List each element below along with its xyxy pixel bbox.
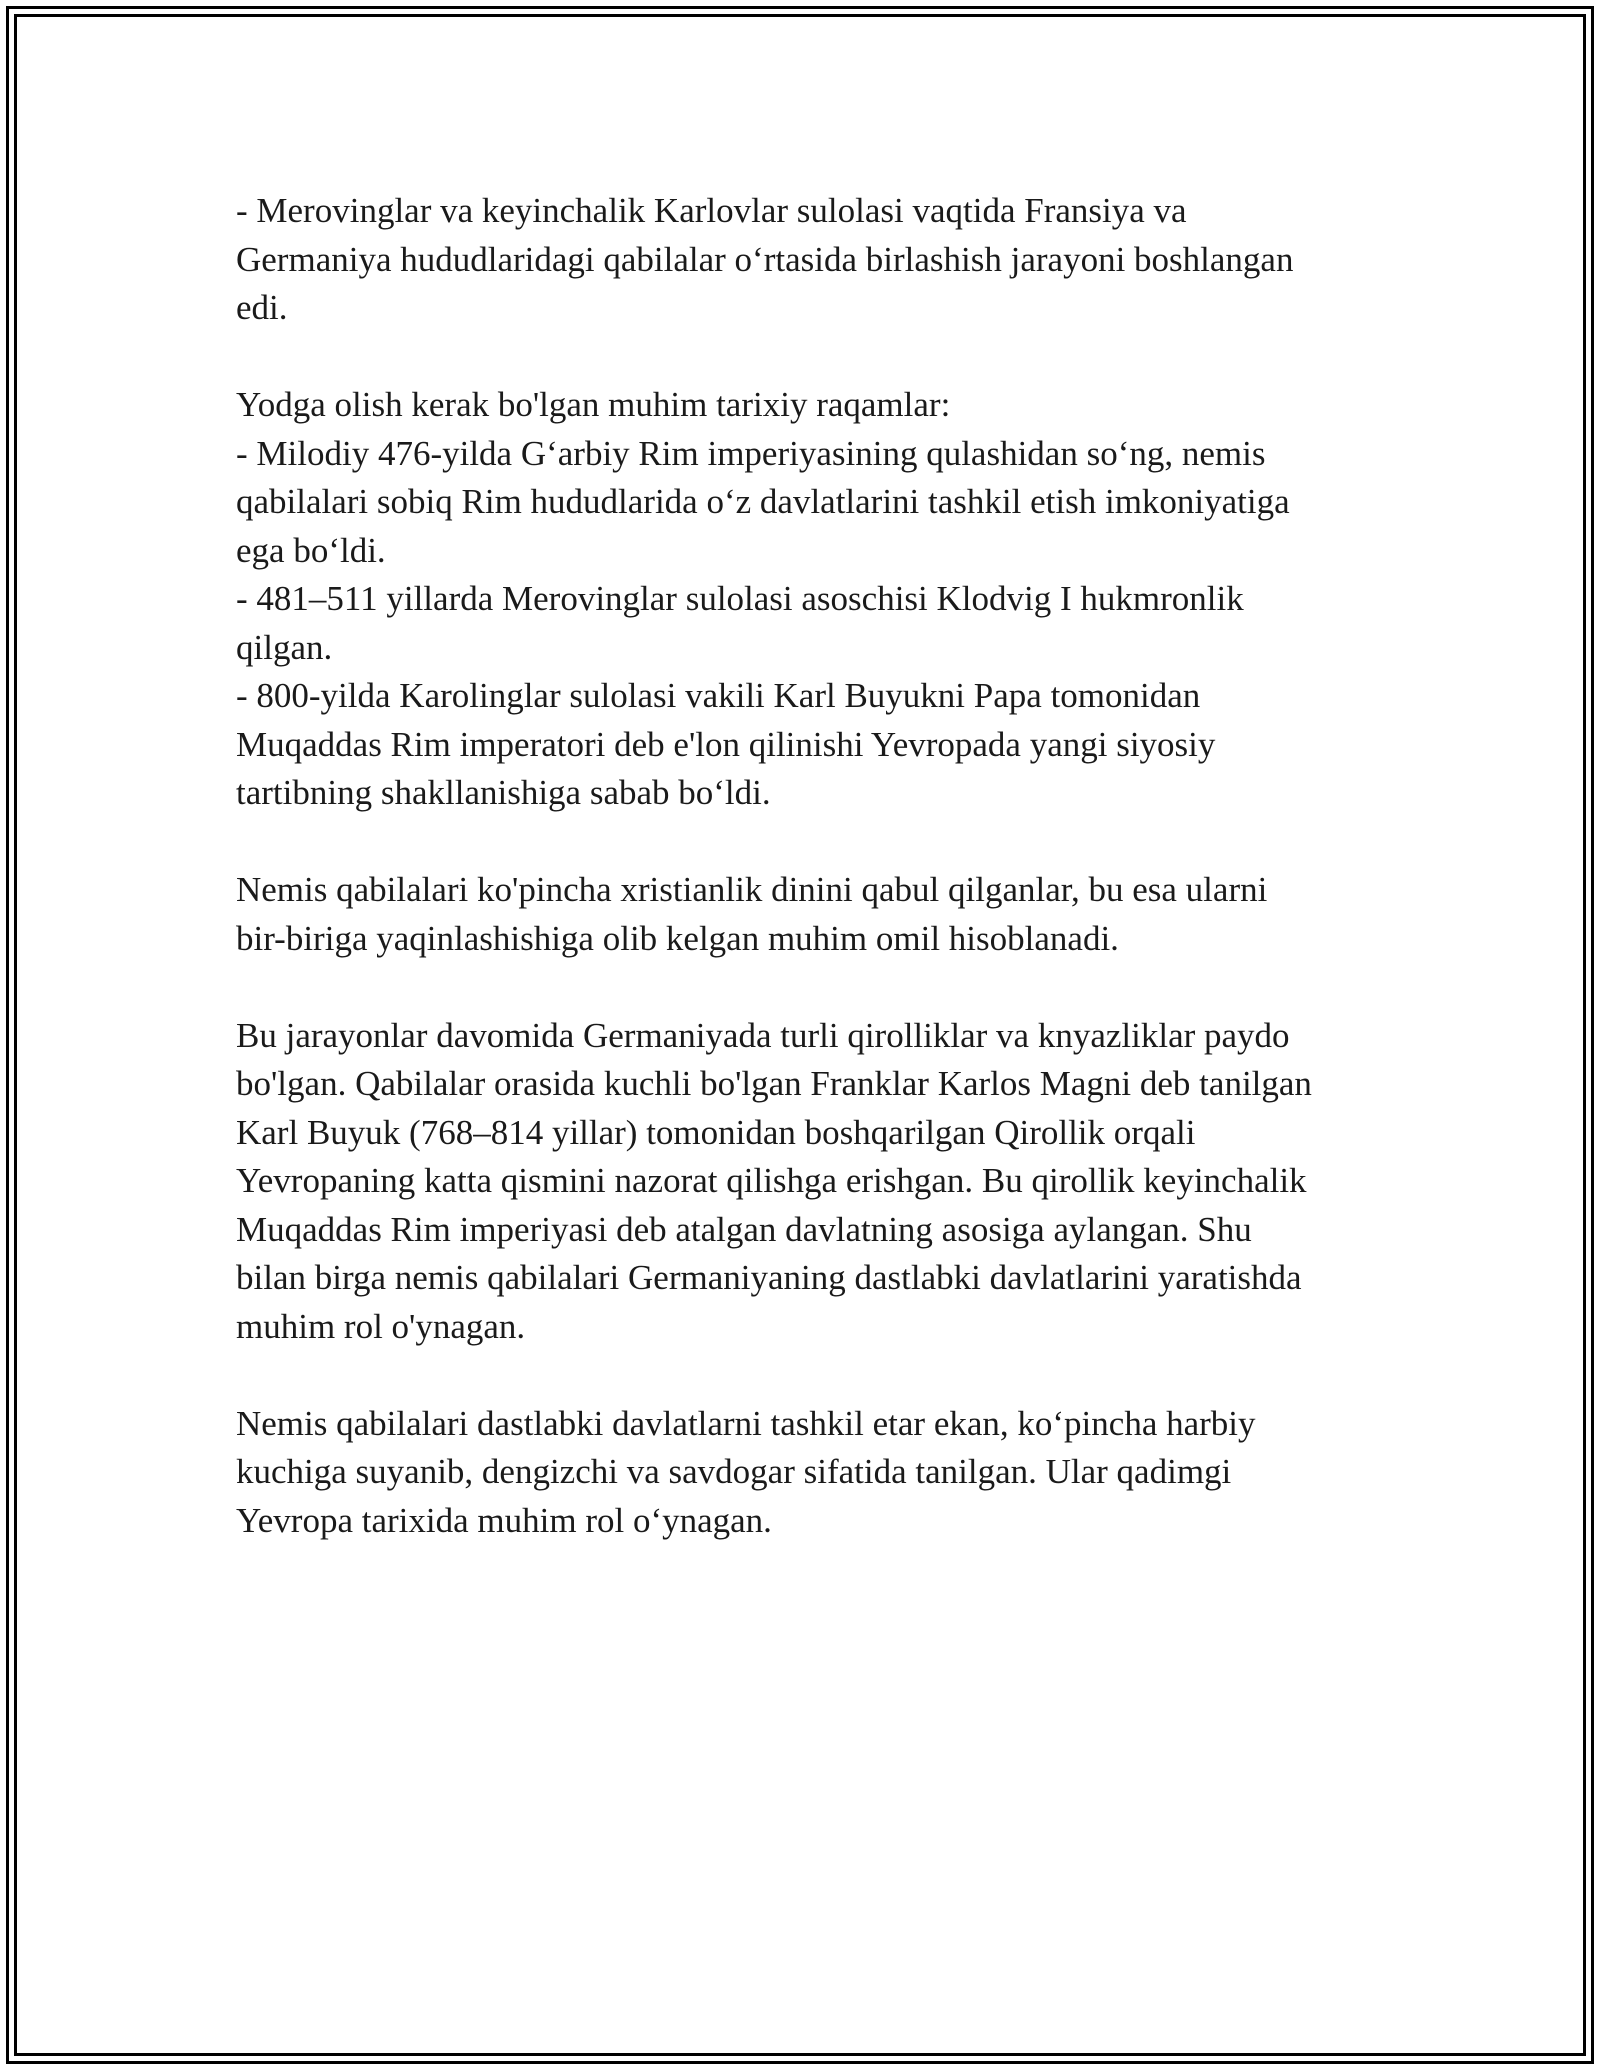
text-line: Nemis qabilalari ko'pincha xristianlik dinini qabul qilganlar, bu esa ularni (236, 870, 1268, 909)
paragraph-early-states (236, 1400, 1376, 1546)
text-line: Yevropa tarixida muhim rol o‘ynagan. (236, 1500, 772, 1540)
text-line: muhim rol o'ynagan. (236, 1306, 526, 1346)
text-line: - 800-yilda Karolinglar sulolasi vakili Karl Buyukni Papa tomonidan (236, 676, 1201, 715)
text-line: - Milodiy 476-yilda G‘arbiy Rim imperiyasining qulashidan so‘ng, nemis (236, 433, 1266, 473)
text-line: Bu jarayonlar davomida Germaniyada turli qirolliklar va knyazliklar paydo (236, 1015, 1290, 1055)
text-line: Yodga olish kerak bo'lgan muhim tarixiy raqamlar: (236, 385, 951, 424)
text-line: - Merovinglar va keyinchalik Karlovlar sulolasi vaqtida Fransiya va (236, 191, 1187, 230)
text-line: Germaniya hududlaridagi qabilalar o‘rtasida birlashish jarayoni boshlangan (236, 239, 1294, 279)
paragraph-key-dates (236, 381, 1376, 818)
text-line: edi. (236, 288, 288, 327)
paragraph-kingdoms (236, 1012, 1376, 1352)
text-line: qabilalari sobiq Rim hududlarida o‘z davlatlarini tashkil etish imkoniyatiga (236, 482, 1290, 521)
text-line: bo'lgan. Qabilalar orasida kuchli bo'lgan Franklar Karlos Magni deb tanilgan (236, 1064, 1312, 1103)
text-line: bilan birga nemis qabilalari Germaniyaning dastlabki davlatlarini yaratishda (236, 1258, 1302, 1297)
text-line: tartibning shakllanishiga sabab bo‘ldi. (236, 773, 771, 812)
text-line: kuchiga suyanib, dengizchi va savdogar sifatida tanilgan. Ular qadimgi (236, 1452, 1232, 1491)
text-line: Muqaddas Rim imperiyasi deb atalgan davlatning asosiga aylangan. Shu (236, 1209, 1252, 1249)
paragraph-christianity (236, 866, 1376, 963)
text-line: Muqaddas Rim imperatori deb e'lon qilinishi Yevropada yangi siyosiy (236, 724, 1216, 764)
text-line: ega bo‘ldi. (236, 530, 386, 570)
text-line: Yevropaning katta qismini nazorat qilishga erishgan. Bu qirollik keyinchalik (236, 1161, 1307, 1200)
text-line: - 481–511 yillarda Merovinglar sulolasi asoschisi Klodvig I hukmronlik (236, 579, 1244, 618)
document-body (236, 187, 1376, 1594)
paragraph-dynasties-unification (236, 187, 1376, 333)
text-line: qilgan. (236, 627, 333, 667)
text-line: Karl Buyuk (768–814 yillar) tomonidan boshqarilgan Qirollik orqali (236, 1112, 1196, 1152)
text-line: bir-biriga yaqinlashishiga olib kelgan muhim omil hisoblanadi. (236, 918, 1119, 958)
text-line: Nemis qabilalari dastlabki davlatlarni tashkil etar ekan, ko‘pincha harbiy (236, 1403, 1256, 1443)
